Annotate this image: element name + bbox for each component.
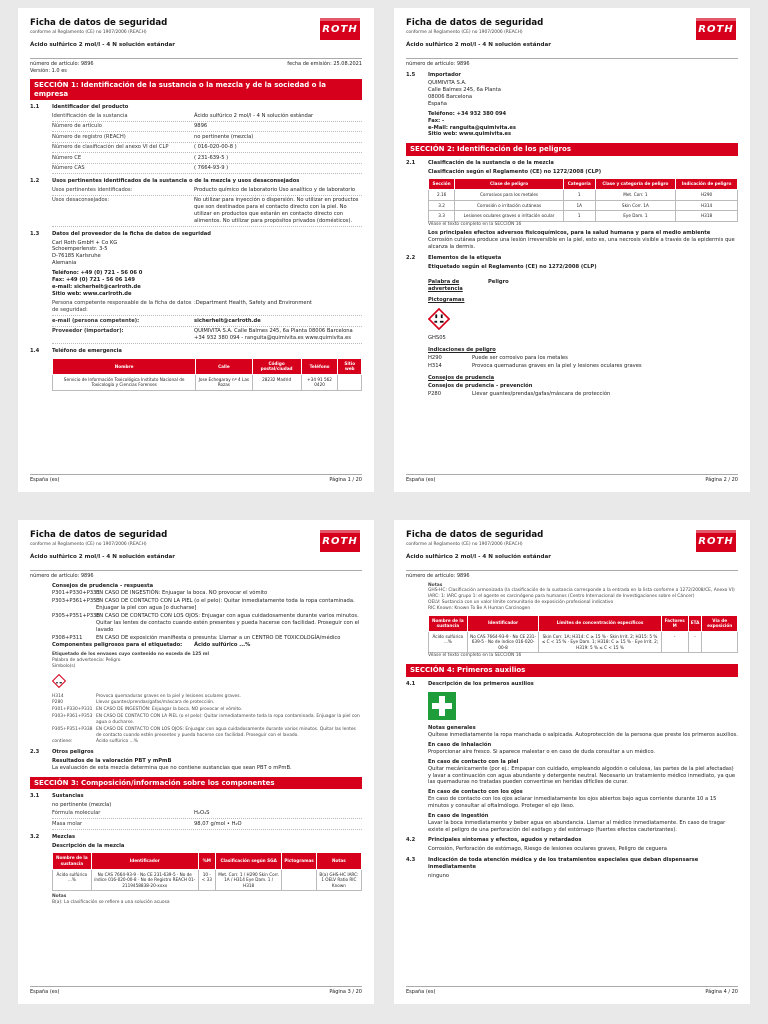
table-header: Clasificación según SGA [215,853,281,869]
statement-text: EN CASO DE CONTACTO CON LA PIEL (o el pelo): Quitar inmediatamente toda la ropa contaminada. Enjuagar la piel con agua o ducharse. [96,714,360,725]
mixture-notes-title: Notas [52,894,67,900]
subsection-3-2: 3.2 Mezclas [30,833,76,840]
table-cell: H290 [676,189,738,200]
info-value: ( 016-020-00-8 ) [194,144,237,151]
product-name: Ácido sulfúrico 2 mol/l - 4 N solución estándar [30,42,176,49]
version: Versión: 1.0 es [30,67,67,74]
note-line: GHS-HC: Clasificación armonizada (la clasificación de la sustancia corresponde a la entrada en la lista conforme a 1272/2008/CE, Anexo VI) [428,588,735,594]
table-cell: 3.2 [429,200,455,211]
substance-note: no pertinente (mezcla) [52,801,112,808]
statement-code: P280 [52,700,64,706]
table-cell: 3.3 [429,211,455,222]
competent-email: e-mail (persona competente): sicherheit@carlroth.de [52,318,362,327]
statement-code: P301+P330+P331 [52,707,93,713]
table-row [429,189,738,200]
page-footer: España (es) Página 2 / 20 [406,474,738,484]
molar-mass: Masa molar 98,07 g/mol • H₂O [52,821,362,830]
product-name: Ácido sulfúrico 2 mol/l - 4 N solución estándar [406,42,552,49]
inhalation-title: En caso de inhalación [428,742,492,749]
info-value: no pertinente (mezcla) [194,133,254,140]
small-pack-title: Etiquetado de los envases cuyo contenido no exceda de 125 ml [52,652,209,658]
eye-text: En caso de contacto con los ojos aclarar inmediatamente los ojos abiertos bajo agua corriente durante 10 a 15 minutos y consultar al oftalmólogo. Proteger el ojo ileso. [428,796,717,810]
page-header [30,18,362,58]
info-key: Usos pertinentes identificados: [52,186,133,193]
table-header: Clase de peligro [455,179,564,190]
table-cell: B(a) GHS-HC IARC: 1 OELV Ratio RIC Known [316,869,361,891]
ingestion-title: En caso de ingestión [428,812,489,819]
article-number: número de artículo: 9896 [406,61,470,67]
subsection-3-1: 3.1 Sustancias [30,793,84,800]
pbt-title: Resultados de la valoración PBT y mPmB [52,757,172,764]
statement-text: EN CASO DE INGESTIÓN: Enjuagar la boca. NO provocar el vómito. [96,707,243,713]
responsible-person: Persona competente responsable de la ficha de datos de seguridad: :Department Health, Safety and Environment [52,300,362,316]
statement-code: P303+P361+P353 [52,714,93,720]
effects-text: Corrosión cutánea produce una lesión irreversible en la piel, esto es, una necrosis visible a través de la epidermis que alcanza la dermis. [428,237,735,251]
info-value: 9896 [194,123,208,130]
subsection-4-3: 4.3 Indicación de toda atención médica y de los tratamientos especiales que deban dispensarse inmediatamente [406,857,699,871]
statement-text: EN CASO DE CONTACTO CON LOS OJOS: Enjuagar con agua cuidadosamente durante varios minutos. Quitar las lentes de contacto cuando estén presentes y pueda hacerse con facilidad. Proseguir con el lavado. [96,726,356,738]
info-row [52,123,362,132]
table-cell: Servicio de Información Toxicológica Instituto Nacional de Toxicología y Ciencias Forenses [53,374,196,390]
section-3-title: SECCIÓN 3: Composición/información sobre los componentes [30,777,362,789]
statement-code: P280 [428,391,442,398]
statement-text: EN CASO DE CONTACTO CON LOS OJOS: Enjuagar con agua cuidadosamente durante varios minutos. Quitar las lentes de contacto cuando estén presentes y pueda hacerse con facilidad. Proseguir con el lavado [96,613,360,633]
statement-code: H290 [428,354,442,361]
general-notes: Quítese inmediatamente la ropa manchada o salpicada. Autoprotección de la persona que preste los primeros auxilios. [428,732,738,739]
subsection-1-2: 1.2 Usos pertinentes identificados de la sustancia o de la mezcla y usos desaconsejados [30,177,300,184]
info-key: Número de artículo [52,123,102,130]
clp-title: Clasificación según el Reglamento (CE) no 1272/2008 (CLP) [428,168,602,175]
molecular-formula: Fórmula molecular H₂O₄S [52,810,362,819]
info-value: ( 7664-93-9 ) [194,165,229,172]
limits-note: Véase el texto completo en la SECCIÓN 16 [428,653,522,659]
page-number: Página 2 / 20 [705,477,738,484]
article-number: número de artículo: 9896 [30,573,94,579]
page-header [406,530,738,570]
supplier-address: Carl Roth GmbH + Co KG Schoemperlenstr. 3-5 D-76185 Karlsruhe Alemania [52,239,118,267]
statement-row [428,355,738,362]
doc-title: Ficha de datos de seguridad [406,530,544,540]
info-row [52,144,362,153]
statement-text: EN CASO DE exposición manifiesta o presunta: Llamar a un CENTRO DE TOXICOLOGÍA/médico [96,634,341,641]
info-value: No utilizar para inyección o dispersión. No utilizar en productos que son destinados para el contacto directo con la piel. No utilizar en productos que estarán en contacto directo con alimentos. No utilizar para propósitos privados (domésticos). [194,197,359,224]
table-cell: 28232 Madrid [252,374,301,390]
page-footer: España (es) Página 1 / 20 [30,474,362,484]
product-name: Ácido sulfúrico 2 mol/l - 4 N solución estándar [30,554,176,561]
pbt-text: La evaluación de esta mezcla determina que no contiene sustancias que sean PBT o mPmB. [52,764,292,771]
subsection-1-5: 1.5 Importador [406,71,461,78]
article-number: número de artículo: 9896 [406,573,470,579]
table-header: Calle [196,358,252,374]
info-key: Identificación de la sustancia [52,112,128,119]
statement-text: Llevar guantes/prendas/gafas/máscara de protección [472,391,611,398]
table-header: Factores M [661,615,688,631]
table-cell: Corrosivos para los metales [455,189,564,200]
clp-note: Véase el texto completo en la SECCIÓN 16 [428,221,522,227]
issue-date: fecha de emisión: 25.08.2021 [287,61,362,67]
table-cell: Ácido sulfúrico ...% [429,631,468,653]
corrosive-pictogram-icon [428,308,450,330]
emergency-table [52,358,362,391]
table-cell: Met. Corr. 1 / H290 Skin Corr. 1A / H314 Eye Dam. 1 / H318 [215,869,281,891]
subsection-2-2: 2.2 Elementos de la etiqueta [406,255,502,262]
table-cell: No CAS 7664-93-9 · No CE 231-639-5 · No de índice 016-020-00-8 [467,631,539,653]
subsection-1-1: 1.1 Identificador del producto [30,103,129,110]
table-cell: - [688,631,702,653]
provider-importer: Proveedor (importador): QUIMIVITA S.A. Calle Balmes 245, 6a Planta 08006 Barcelona +34 932 380 094 - ranguita@quimivita.es www.quimivita.es [52,328,362,344]
table-header: Nombre de la sustancia [429,615,468,631]
table-header: Pictogramas [282,853,316,869]
page-number: Página 4 / 20 [705,989,738,996]
clp-table [428,178,738,221]
table-header: Clase y categoría de peligro [595,179,676,190]
page-header [30,530,362,570]
table-header: Categoría [563,179,595,190]
table-header: Nombre [53,358,196,374]
subsection-1-4: 1.4 Teléfono de emergencia [30,347,122,354]
statement-row [52,590,362,597]
general-notes-title: Notas generales [428,725,476,732]
precaution-title: Consejos de prudencia [428,374,495,381]
mixture-title: Descripción de la mezcla [52,842,125,849]
statement-code: P305+P351+P338 [52,726,93,732]
subsection-4-2: 4.2 Principales síntomas y efectos, agudos y retardados [406,837,582,844]
statement-text: Provoca quemaduras graves en la piel y lesiones oculares graves [472,362,642,369]
skin-text: Quitar mecánicamente (por ej.: Empapar con cuidado, empleando algodón o celulosa, las partes de la piel afectadas) y lavar a continuación con agua abundante y detergente neutral. Necesario un tratamiento médico inmediato, ya que las quemaduras no tratadas pueden convertirse en heridas difíciles de curar. [428,765,736,786]
mixture-notes: B(a): La clasificación se refiere a una solución acuosa [52,899,170,905]
limits-table [428,615,738,654]
medical-attention-text: ninguno [428,872,450,879]
info-key: Número de clasificación del anexo VI del CLP [52,144,169,151]
info-key: Número CE [52,154,82,161]
table-row [429,200,738,211]
pictogram-code: GHS05 [428,335,446,342]
table-header: Nombre de la sustancia [53,853,92,869]
table-cell: Ácido sulfúrico ...% [53,869,92,891]
statement-row [52,727,362,739]
table-header: Teléfono [301,358,338,374]
info-key: Número CAS [52,165,85,172]
note-line: IARC: 1: IARC grupo 1: el agente es carcinógeno para humanos (Centro Internacional de Investigaciones sobre el Cáncer) [428,594,695,600]
table-cell: Skin Corr. 1A [595,200,676,211]
doc-title: Ficha de datos de seguridad [30,18,168,28]
table-cell: 2.16 [429,189,455,200]
response-title: Consejos de prudencia - respuesta [52,582,154,589]
info-row [52,113,362,122]
corrosive-pictogram-icon [52,674,66,688]
table-cell: Lesiones oculares graves o irritación ocular [455,211,564,222]
info-row [52,187,362,196]
table-cell: Corrosión o irritación cutáneas [455,200,564,211]
article-number: número de artículo: 9896 [30,61,94,67]
page-4 [394,520,750,1004]
table-header: %M [198,853,215,869]
section-2-title: SECCIÓN 2: Identificación de los peligros [406,143,738,155]
hazard-title: Indicaciones de peligro [428,347,496,354]
importer-contacts: Teléfono: +34 932 380 094 Fax: - e-Mail: ranguita@quimivita.es Sitio web: www.quimivita.es [428,110,516,138]
statement-row [52,635,362,642]
table-cell [282,869,316,891]
doc-regulation: conforme al Reglamento (CE) no 1907/2006 (REACH) [30,30,147,36]
table-cell [338,374,362,390]
notes-title: Notas [428,582,443,588]
mixture-table [52,852,362,891]
signal-word: Palabra de advertencia Peligro [428,278,509,292]
statement-row [428,391,738,398]
statement-code: H314 [428,362,442,369]
contains-line: contiene: Ácido sulfúrico ...% [52,739,138,745]
statement-code: P305+P351+P338 [52,613,100,620]
statement-row [52,707,362,713]
doc-meta [406,570,738,580]
statement-text: Llevar guantes/prendas/gafas/máscara de protección. [96,700,215,706]
statement-row [52,700,362,706]
table-cell: 1 [563,189,595,200]
note-line: OELV: Sustancia con un valor límite comunitario de exposición profesional indicativo [428,600,614,606]
inhalation-text: Proporcionar aire fresco. Si aparece malestar o en caso de duda consultar a un médico. [428,749,656,756]
doc-regulation: conforme al Reglamento (CE) no 1907/2006 (REACH) [406,542,523,548]
statement-code: P301+P330+P331 [52,590,100,597]
subsection-1-3: 1.3 Datos del proveedor de la ficha de datos de seguridad [30,230,211,237]
section-1-title: SECCIÓN 1: Identificación de la sustancia o la mezcla y de la sociedad o la empresa [30,79,362,100]
table-cell: No CAS 7664-93-9 · No CE 231-639-5 · No de índice 016-020-00-8 · No de Registro REACH 01-2119458838-20-xxxx [91,869,198,891]
statement-code: P303+P361+P353 [52,598,100,605]
info-value: ( 231-639-5 ) [194,154,229,161]
table-cell: Eye Dam. 1 [595,211,676,222]
page-1 [18,8,374,492]
page-header [406,18,738,58]
importer-address: QUIMIVITA S.A. Calle Balmes 245, 6a Planta 08006 Barcelona España [428,80,501,108]
info-value: Ácido sulfúrico 2 mol/l - 4 N solución estándar [194,112,314,119]
first-aid-cross-icon [428,692,456,720]
table-cell: Met. Corr. 1 [595,189,676,200]
table-cell: Skin Corr. 1A; H314: C ≥ 15 % · Skin Irrit. 2; H315: 5 % ≤ C < 15 % · Eye Dam. 1; H318: C ≥ 15 % · Eye Irrit. 2; H319: 5 % ≤ C < 15 % [539,631,661,653]
roth-logo: ROTH [696,18,736,40]
small-pack-symbols: Símbolo(s) [52,663,76,669]
small-pack-hazard: H314 Provoca quemaduras graves en la piel y lesiones oculares graves. [52,693,241,699]
roth-logo: ROTH [320,18,360,40]
doc-title: Ficha de datos de seguridad [30,530,168,540]
page-footer: España (es) Página 3 / 20 [30,986,362,996]
small-pack-signal: Palabra de advertencia: Peligro [52,658,121,664]
table-cell: 1 [563,211,595,222]
table-header: ETA [688,615,702,631]
table-header: Límites de concentración específicos [539,615,661,631]
table-cell: H314 [676,200,738,211]
table-header: Indicación de peligro [676,179,738,190]
table-cell: 1A [563,200,595,211]
skin-title: En caso de contacto con la piel [428,758,519,765]
pictograms-title: Pictogramas [428,297,465,304]
statement-code: P308+P311 [52,634,83,641]
page-3 [18,520,374,1004]
table-header: Código postal/ciudad [252,358,301,374]
page-2 [394,8,750,492]
table-cell: - [661,631,688,653]
doc-title: Ficha de datos de seguridad [406,18,544,28]
page-footer: España (es) Página 4 / 20 [406,986,738,996]
ingestion-text: Lavar la boca inmediatamente y beber agua en abundancia. Llamar al médico inmediatamente. En caso de tragar existe el peligro de una perforación del esófago y del estómago (fuertes efectos cauterizantes). [428,819,726,833]
doc-meta [30,58,362,74]
info-row [52,134,362,143]
page-number: Página 3 / 20 [329,989,362,996]
table-cell: 10 - < 33 [198,869,215,891]
statement-row [52,613,362,634]
info-value: Producto químico de laboratorio Uso analítico y de laboratorio [194,186,356,193]
subsection-4-1: 4.1 Descripción de los primeros auxilios [406,680,534,687]
table-header: Identificador [467,615,539,631]
table-cell [702,631,738,653]
eye-title: En caso de contacto con los ojos [428,789,523,796]
info-row [52,155,362,164]
info-row [52,165,362,174]
table-header: Identificador [91,853,198,869]
table-header: Sitio web [338,358,362,374]
table-cell: Jose Echegaray nº 4 Las Rozas [196,374,252,390]
roth-logo: ROTH [320,530,360,552]
statement-row [428,363,738,370]
table-cell: +34 91 562 0420 [301,374,338,390]
statement-text: EN CASO DE CONTACTO CON LA PIEL (o el pelo): Quitar inmediatamente toda la ropa contaminada. Enjuagar la piel con agua [o ducharse] [96,598,355,612]
section-4-title: SECCIÓN 4: Primeros auxilios [406,664,738,676]
table-header: Vía de exposición [702,615,738,631]
doc-meta [406,58,738,68]
statement-text: EN CASO DE INGESTIÓN: Enjuagar la boca. NO provocar el vómito [96,590,268,597]
product-name: Ácido sulfúrico 2 mol/l - 4 N solución estándar [406,554,552,561]
table-row [429,211,738,222]
label-title: Etiquetado según el Reglamento (CE) no 1272/2008 (CLP) [428,263,597,270]
note-line: RIC Known: Known To Be A Human Carcinogen [428,605,531,611]
symptoms-text: Corrosión, Perforación de estómago, Riesgo de lesiones oculares graves, Peligro de ceguera [428,846,667,853]
statement-row [52,598,362,612]
info-row [52,197,362,226]
doc-regulation: conforme al Reglamento (CE) no 1907/2006 (REACH) [406,30,523,36]
doc-meta [30,570,362,580]
statement-text: Puede ser corrosivo para los metales [472,354,568,361]
table-header: Sección [429,179,455,190]
subsection-2-1: 2.1 Clasificación de la sustancia o de la mezcla [406,159,554,166]
table-header: Notas [316,853,361,869]
doc-regulation: conforme al Reglamento (CE) no 1907/2006 (REACH) [30,542,147,548]
info-key: Número de registro (REACH) [52,133,126,140]
subsection-2-3: 2.3 Otros peligros [30,749,94,756]
roth-logo: ROTH [696,530,736,552]
supplier-contacts: Teléfono: +49 (0) 721 - 56 06 0 Fax: +49 (0) 721 - 56 06 149 e-mail: sicherheit@carlroth.de Sitio web: www.carlroth.de [52,270,143,297]
statement-row [52,714,362,726]
precaution-sub: Consejos de prudencia - prevención [428,383,533,390]
page-number: Página 1 / 20 [329,477,362,484]
effects-title: Los principales efectos adversos fisicoquímicos, para la salud humana y para el medio ambiente [428,230,711,237]
label-components: Componentes peligrosos para el etiquetado: Ácido sulfúrico ...% [52,642,251,649]
table-cell: H318 [676,211,738,222]
info-key: Usos desaconsejados: [52,197,110,204]
